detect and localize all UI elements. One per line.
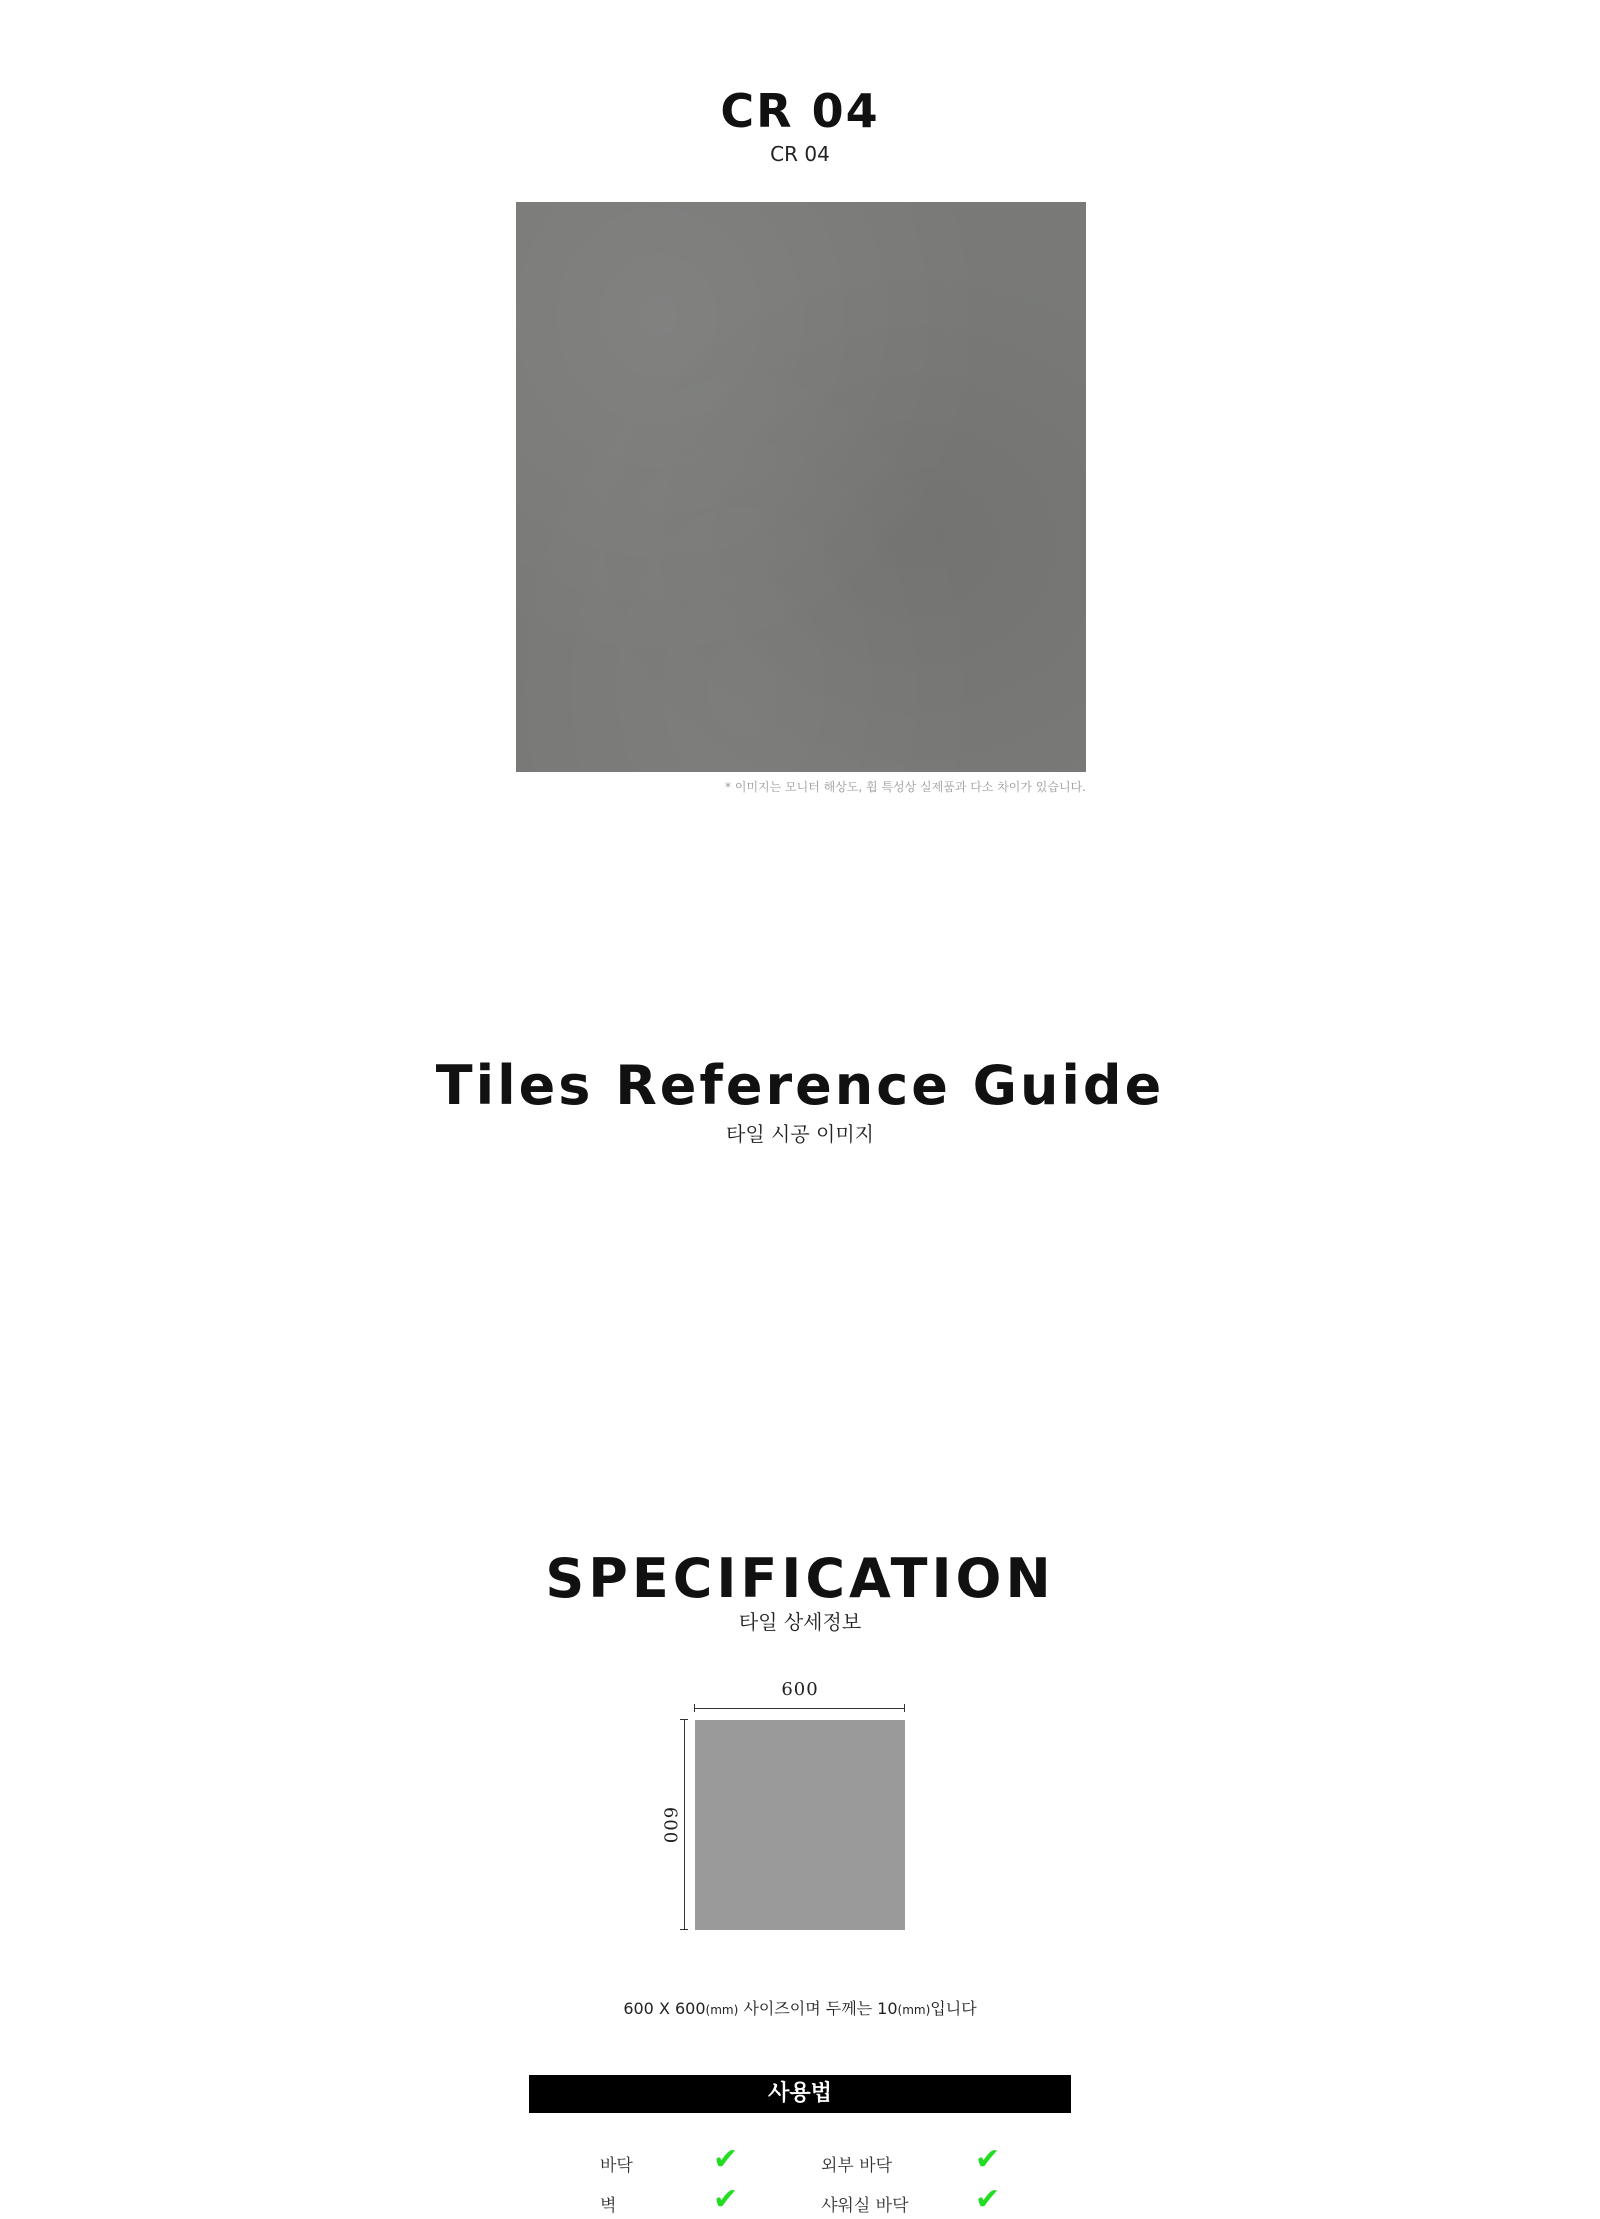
height-dimension-tick-bottom (680, 1929, 688, 1930)
height-dimension-label: 600 (659, 1806, 681, 1845)
tile-texture-image (516, 202, 1086, 772)
size-description-thickness-unit: (mm) (897, 2003, 931, 2017)
width-dimension-tick-left (694, 1704, 695, 1712)
checkmark-icon: ✔ (975, 2182, 1001, 2217)
checkmark-icon: ✔ (713, 2142, 739, 2177)
checkmark-icon: ✔ (713, 2182, 739, 2217)
tile-size-swatch (695, 1720, 905, 1930)
reference-guide-subtitle: 타일 시공 이미지 (726, 1122, 874, 1146)
height-dimension-line (684, 1720, 685, 1930)
width-dimension-tick-right (904, 1704, 905, 1712)
usage-label-shower-floor: 샤워실 바닥 (821, 2196, 909, 2216)
size-description (0, 1996, 1600, 2019)
product-subtitle: CR 04 (770, 142, 830, 166)
usage-label-wall: 벽 (600, 2196, 617, 2216)
height-dimension-tick-top (680, 1719, 688, 1720)
usage-header-bar: 사용법 (529, 2075, 1071, 2113)
specification-title: SPECIFICATION (545, 1547, 1055, 1610)
reference-guide-title: Tiles Reference Guide (435, 1054, 1165, 1117)
product-title: CR 04 (720, 84, 880, 138)
usage-label-floor: 바닥 (600, 2156, 633, 2176)
size-description-ending: 입니다 (930, 1999, 977, 2018)
width-dimension-label: 600 (781, 1679, 819, 1700)
width-dimension-line (695, 1708, 905, 1709)
checkmark-icon: ✔ (975, 2142, 1001, 2177)
size-description-thickness: 사이즈이며 두께는 10 (738, 1999, 898, 2018)
size-description-dimensions: 600 X 600 (623, 1999, 706, 2018)
size-description-unit: (mm) (705, 2003, 739, 2017)
usage-label-exterior-floor: 외부 바닥 (821, 2156, 893, 2176)
image-disclaimer-note: * 이미지는 모니터 해상도, 휩 특성상 실제품과 다소 차이가 있습니다. (725, 780, 1086, 794)
specification-subtitle: 타일 상세정보 (738, 1610, 862, 1634)
